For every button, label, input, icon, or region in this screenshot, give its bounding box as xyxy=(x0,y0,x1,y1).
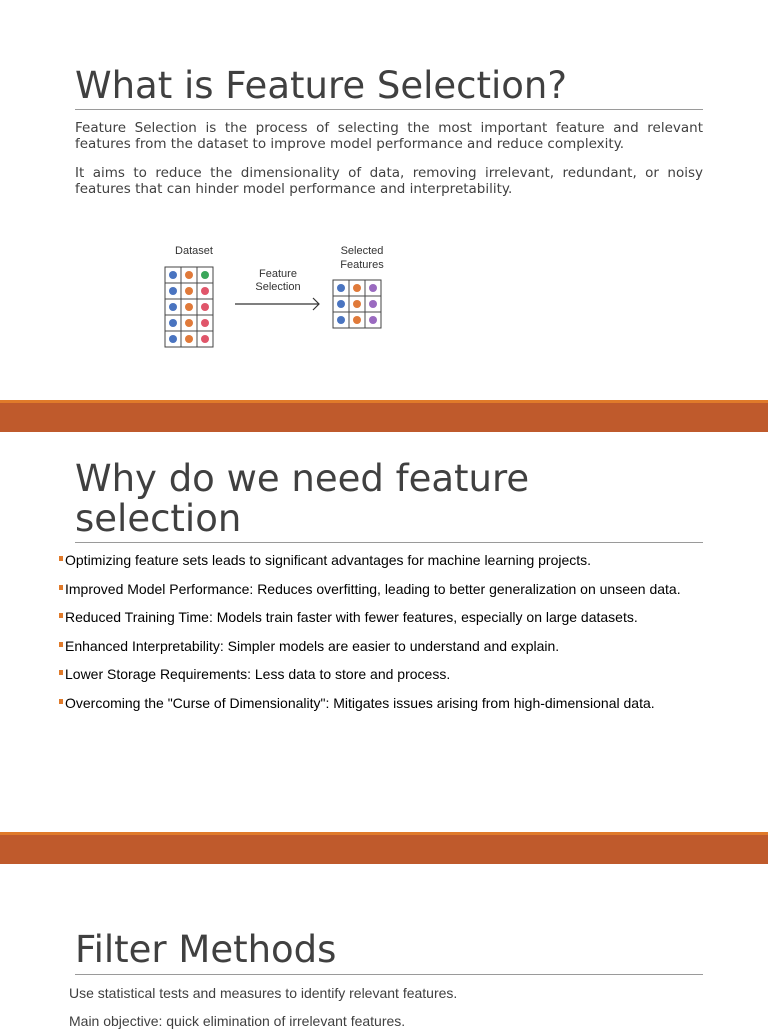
list-item: Lower Storage Requirements: Less data to store and process. xyxy=(59,666,703,683)
feature-dot xyxy=(337,300,345,308)
bullet-marker xyxy=(59,642,63,647)
feature-dot xyxy=(337,284,345,292)
bullet-marker xyxy=(59,613,63,618)
purpose-paragraph: It aims to reduce the dimensionality of data, removing irrelevant, redundant, or noisy features that can hinder model performance and interpretability. xyxy=(75,165,703,197)
filter-description: Use statistical tests and measures to identify relevant features. xyxy=(69,985,458,1001)
feature-dot xyxy=(201,335,209,343)
feature-dot xyxy=(201,319,209,327)
feature-dot xyxy=(185,271,193,279)
slide-why-feature-selection xyxy=(0,432,768,832)
feature-dot xyxy=(185,335,193,343)
feature-dot xyxy=(369,316,377,324)
list-item: Optimizing feature sets leads to significant advantages for machine learning projects. xyxy=(59,552,703,569)
list-item: Overcoming the "Curse of Dimensionality": Mitigates issues arising from high-dimensional data. xyxy=(59,695,703,712)
feature-dot xyxy=(169,271,177,279)
title-underline xyxy=(75,542,703,543)
bullet-marker xyxy=(59,670,63,675)
feature-selection-diagram xyxy=(150,240,410,365)
arrow-right-icon xyxy=(235,298,319,310)
feature-dot xyxy=(185,303,193,311)
dataset-grid xyxy=(165,267,213,347)
slide-filter-methods xyxy=(0,864,768,1029)
slide-divider-2 xyxy=(0,832,768,864)
feature-dot xyxy=(185,319,193,327)
feature-dot xyxy=(169,303,177,311)
bullet-marker xyxy=(59,699,63,704)
title-underline xyxy=(75,974,703,975)
bullet-marker xyxy=(59,556,63,561)
dataset-label: Dataset xyxy=(175,245,213,257)
selected-label-line2: Features xyxy=(340,259,384,271)
definition-paragraph: Feature Selection is the process of selecting the most important feature and relevant features from the dataset to improve model performance and reduce complexity. xyxy=(75,120,703,152)
feature-dot xyxy=(169,287,177,295)
feature-dot xyxy=(369,284,377,292)
feature-dot xyxy=(337,316,345,324)
title-underline xyxy=(75,109,703,110)
selected-label-line1: Selected xyxy=(340,245,384,257)
list-item: Reduced Training Time: Models train faster with fewer features, especially on large datasets. xyxy=(59,609,703,626)
feature-dot xyxy=(201,303,209,311)
slide-title: Filter Methods xyxy=(75,928,337,971)
feature-dot xyxy=(185,287,193,295)
slide-divider-1 xyxy=(0,400,768,432)
slide-title: What is Feature Selection? xyxy=(75,64,568,107)
list-item: Improved Model Performance: Reduces overfitting, leading to better generalization on unseen data. xyxy=(59,581,703,598)
feature-dot xyxy=(201,271,209,279)
filter-objective: Main objective: quick elimination of irrelevant features. xyxy=(69,1013,406,1029)
feature-dot xyxy=(369,300,377,308)
feature-dot xyxy=(353,300,361,308)
slide-title xyxy=(75,459,703,539)
feature-dot xyxy=(169,335,177,343)
feature-dot xyxy=(201,287,209,295)
list-item: Enhanced Interpretability: Simpler models are easier to understand and explain. xyxy=(59,638,703,655)
feature-dot xyxy=(353,284,361,292)
slide-what-is-feature-selection xyxy=(0,0,768,400)
feature-dot xyxy=(353,316,361,324)
bullet-marker xyxy=(59,585,63,590)
arrow-label-line1: Feature xyxy=(259,268,297,280)
slide-title-line1: Why do we need feature xyxy=(75,457,530,500)
selected-features-grid xyxy=(333,280,381,328)
slide-title-line2: selection xyxy=(75,497,242,540)
feature-dot xyxy=(169,319,177,327)
benefits-list xyxy=(59,552,703,723)
arrow-label-line2: Selection xyxy=(255,281,301,293)
